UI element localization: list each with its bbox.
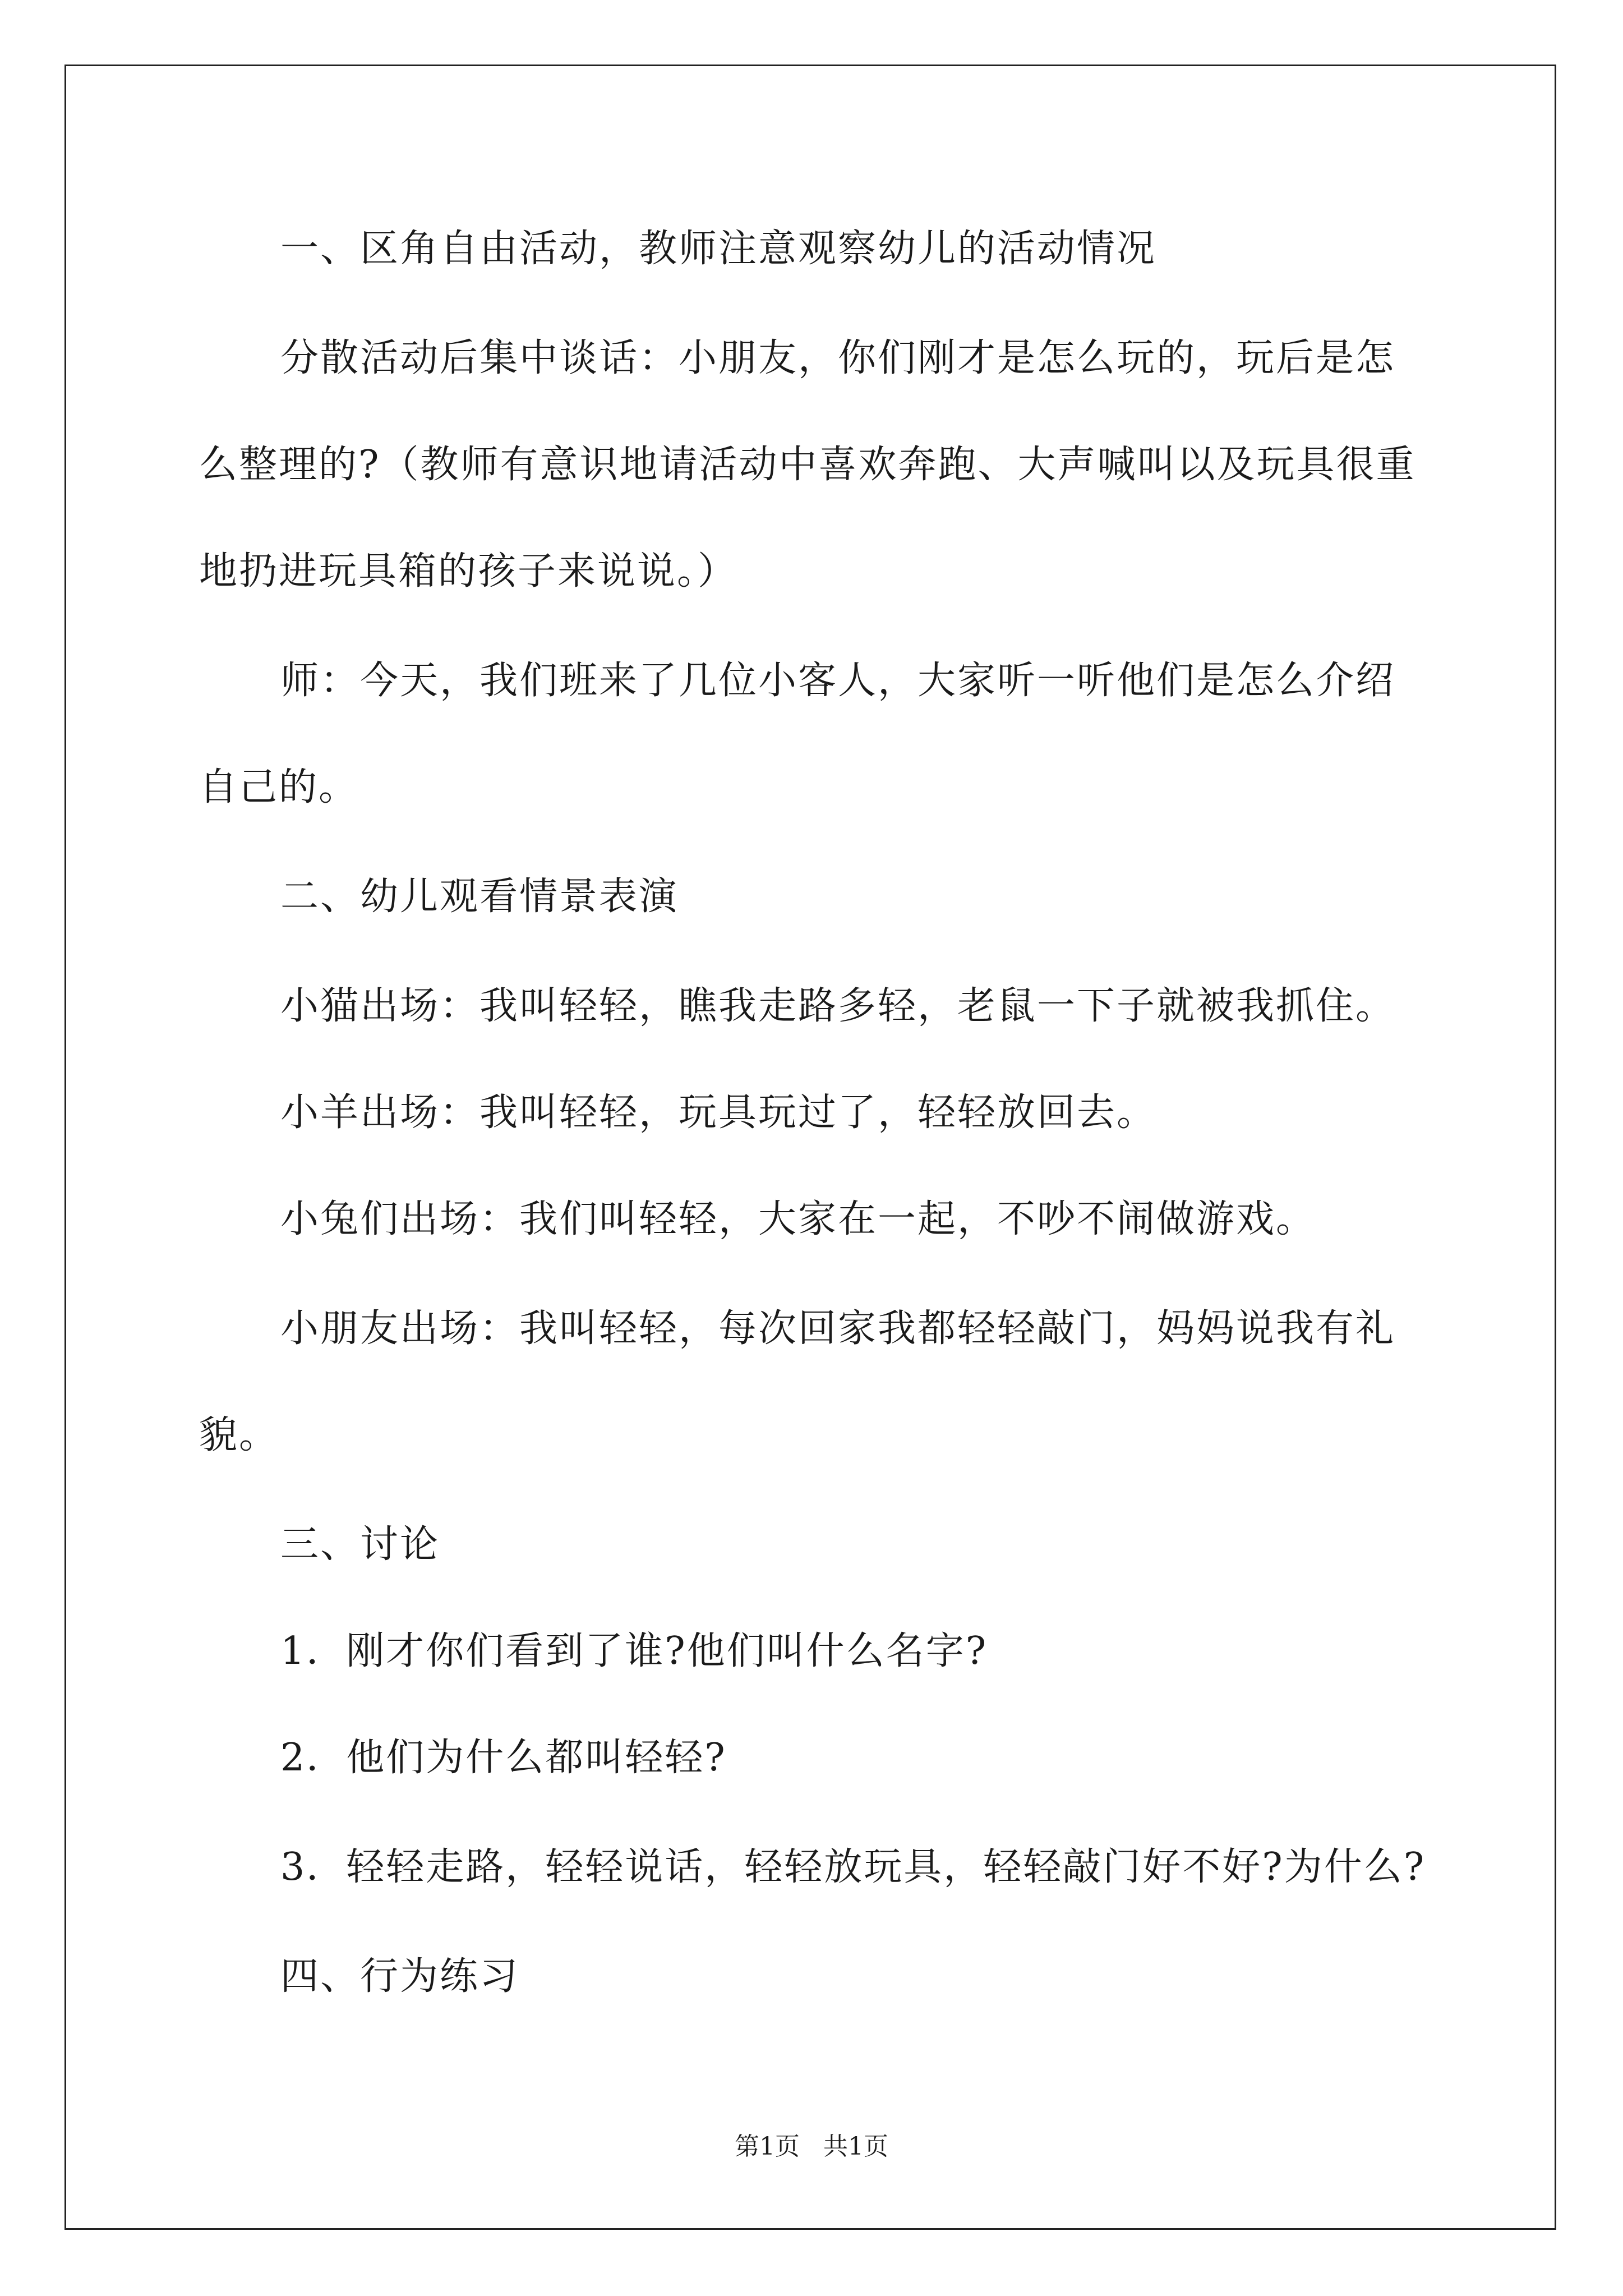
section-heading-3: 三、讨论 xyxy=(280,1522,440,1567)
paragraph-line: 小羊出场：我叫轻轻，玩具玩过了，轻轻放回去。 xyxy=(280,1091,1157,1135)
page-number: 第1页 xyxy=(735,2132,800,2161)
section-heading-2: 二、幼儿观看情景表演 xyxy=(280,875,679,919)
list-item: 2．他们为什么都叫轻轻? xyxy=(280,1736,727,1780)
paragraph-line: 自己的。 xyxy=(199,765,359,809)
section-heading-1: 一、区角自由活动，教师注意观察幼儿的活动情况 xyxy=(280,227,1157,271)
page-total: 共1页 xyxy=(823,2132,888,2161)
list-item: 1．刚才你们看到了谁?他们叫什么名字? xyxy=(280,1629,988,1673)
section-heading-4: 四、行为练习 xyxy=(280,1954,520,1999)
paragraph-line: 师：今天，我们班来了几位小客人，大家听一听他们是怎么介绍 xyxy=(280,659,1396,703)
paragraph-line: 地扔进玩具箱的孩子来说说。） xyxy=(199,549,738,593)
list-item: 3．轻轻走路，轻轻说话，轻轻放玩具，轻轻敲门好不好?为什么? xyxy=(280,1845,1426,1889)
paragraph-line: 小兔们出场：我们叫轻轻，大家在一起，不吵不闹做游戏。 xyxy=(280,1197,1316,1241)
paragraph-line: 分散活动后集中谈话：小朋友，你们刚才是怎么玩的，玩后是怎 xyxy=(280,336,1396,380)
paragraph-line: 小朋友出场：我叫轻轻，每次回家我都轻轻敲门，妈妈说我有礼 xyxy=(280,1306,1396,1351)
page-border xyxy=(64,65,1556,2230)
page-footer xyxy=(0,2134,1623,2159)
paragraph-line: 么整理的?（教师有意识地请活动中喜欢奔跑、大声喊叫以及玩具很重 xyxy=(199,443,1416,487)
paragraph-line: 小猫出场：我叫轻轻，瞧我走路多轻，老鼠一下子就被我抓住。 xyxy=(280,984,1396,1028)
paragraph-line: 貌。 xyxy=(199,1413,279,1457)
